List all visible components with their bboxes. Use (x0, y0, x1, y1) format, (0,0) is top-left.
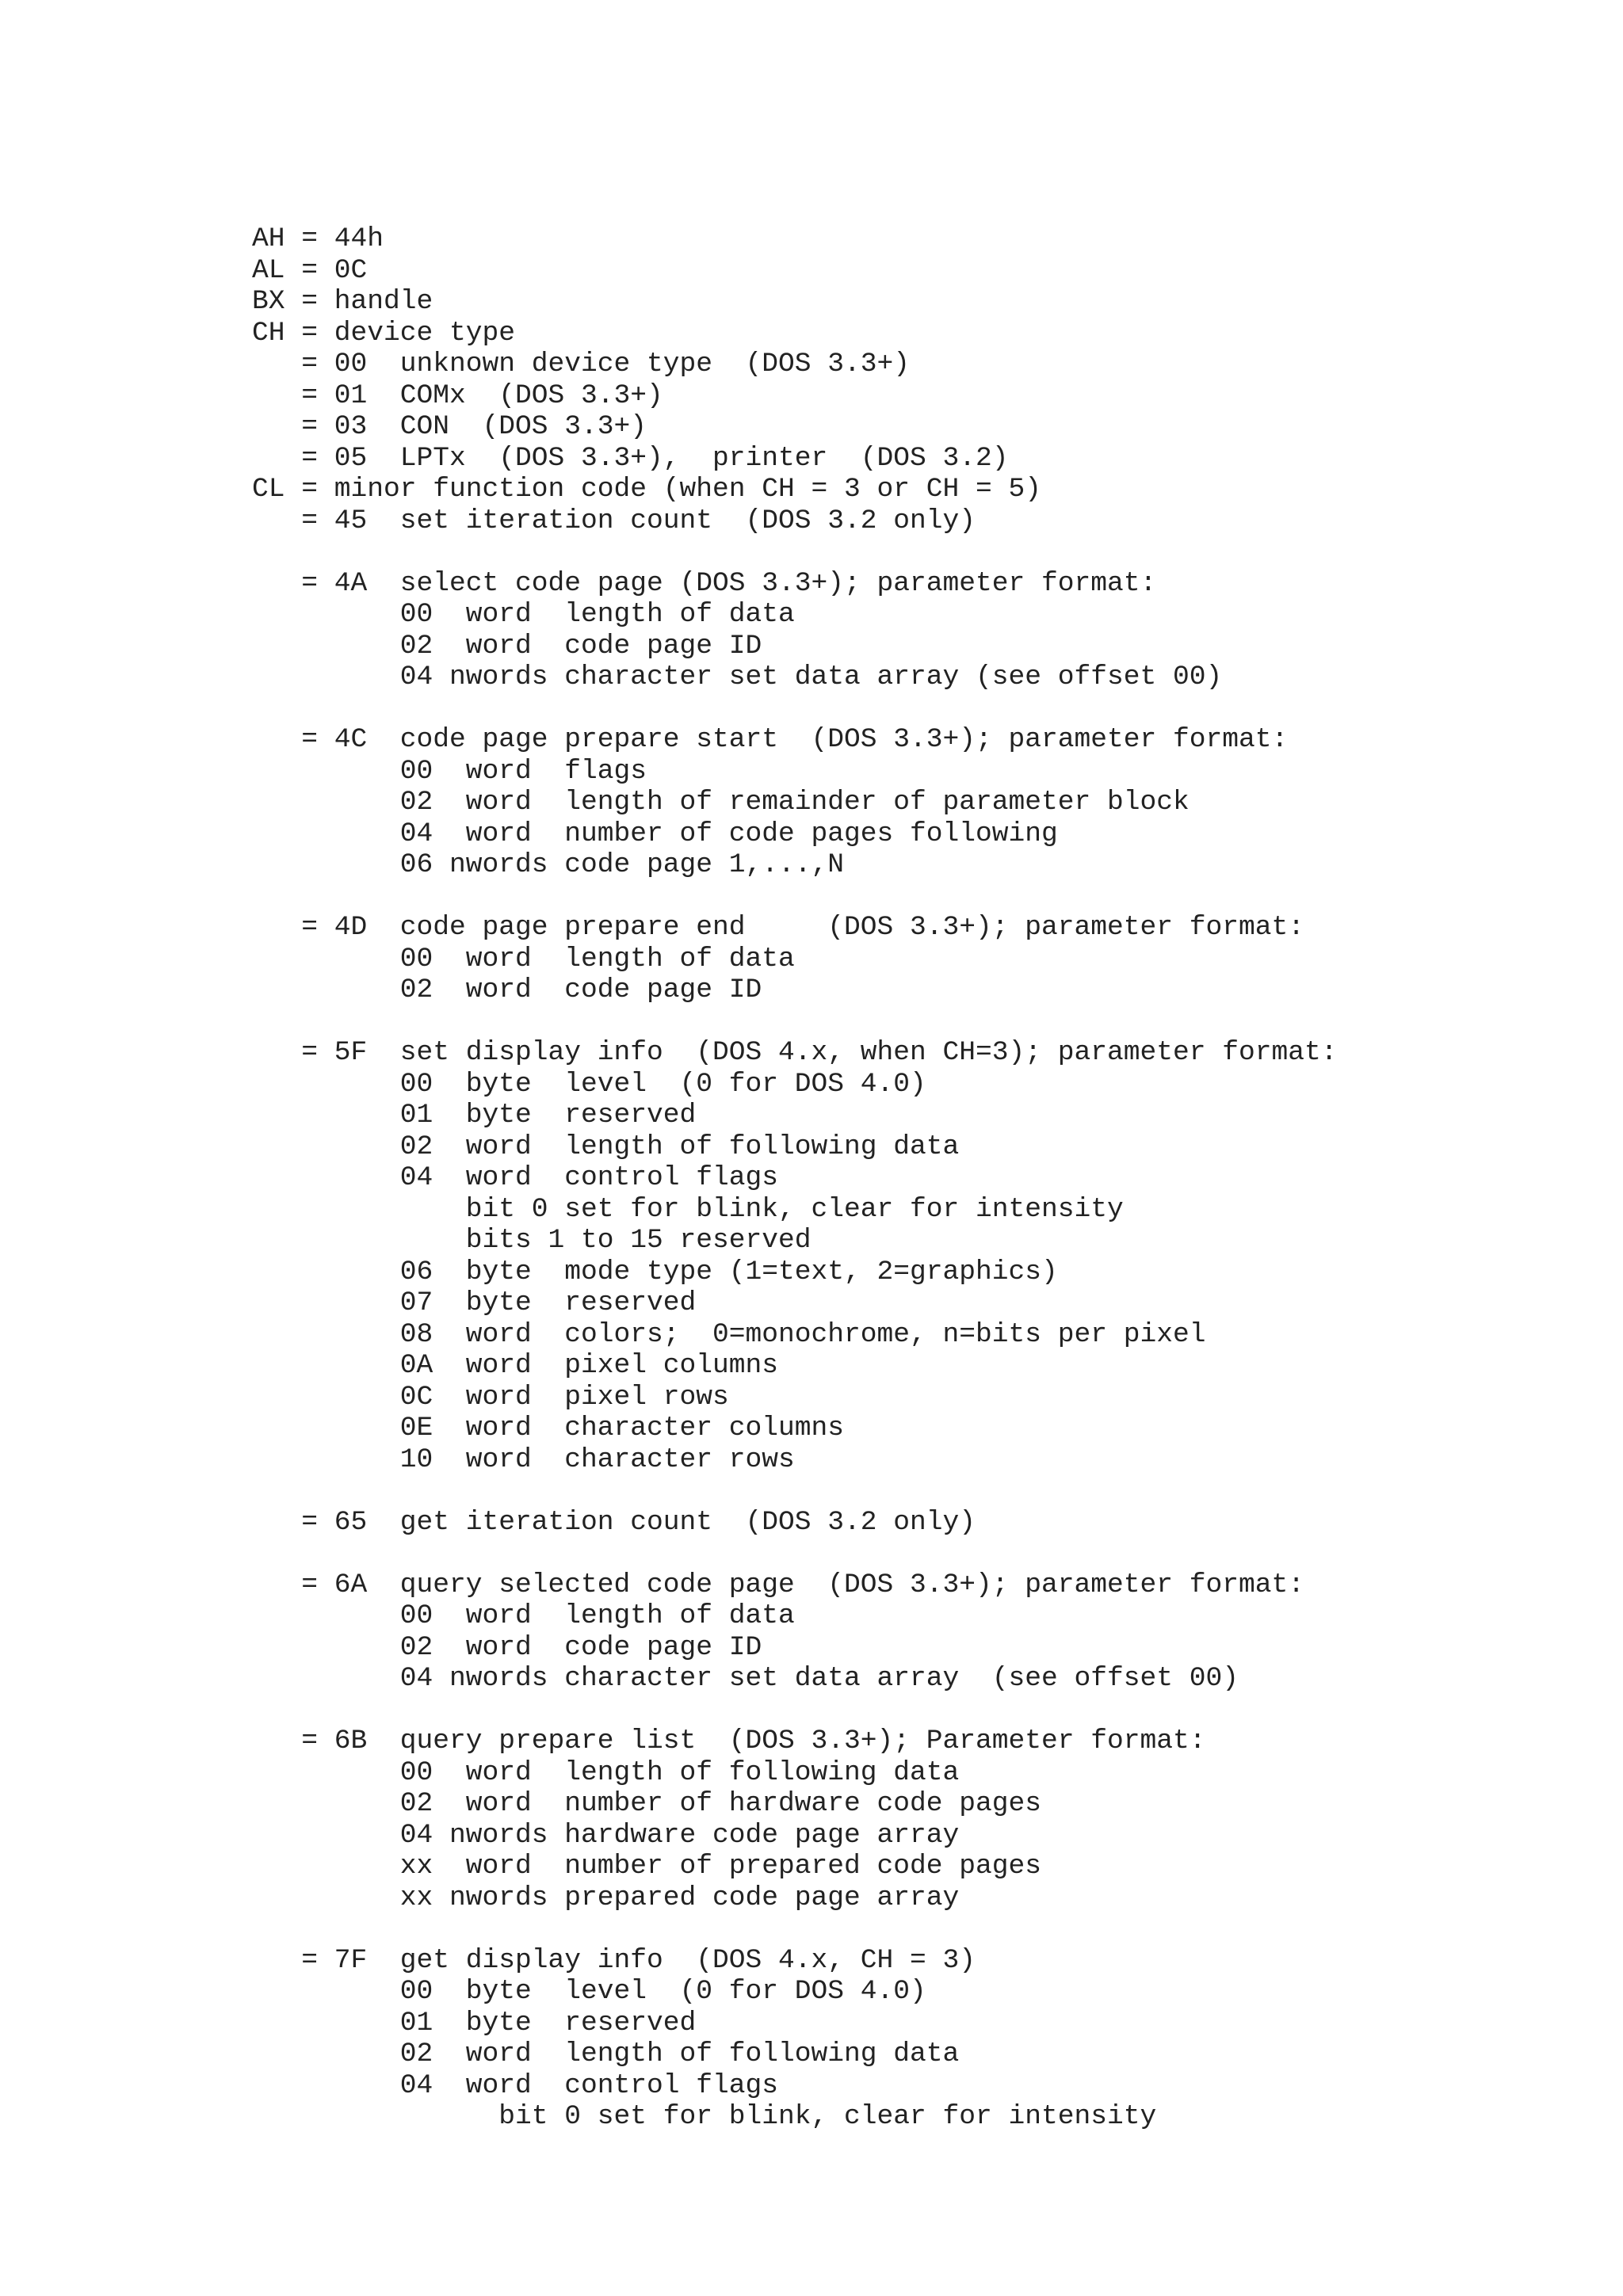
listing-line: 01 byte reserved (252, 1100, 697, 1131)
listing-line: = 45 set iteration count (DOS 3.2 only) (252, 505, 976, 536)
listing-line: 04 word number of code pages following (252, 818, 1058, 849)
listing-line: AL = 0C (252, 254, 368, 286)
listing-line: bit 0 set for blink, clear for intensity (252, 2101, 1157, 2132)
listing-line: 00 word length of data (252, 599, 795, 630)
listing-line: 01 byte reserved (252, 2007, 697, 2039)
listing-line: AH = 44h (252, 223, 384, 254)
listing-line: = 6B query prepare list (DOS 3.3+); Parameter format: (252, 1726, 1206, 1756)
listing-line: 0C word pixel rows (252, 1381, 729, 1413)
listing-line: 0A word pixel columns (252, 1350, 779, 1381)
listing-line: 02 word code page ID (252, 630, 762, 662)
listing-line: = 5F set display info (DOS 4.x, when CH=3); parameter format: (252, 1037, 1338, 1068)
listing-line: 04 word control flags (252, 1162, 779, 1193)
listing-line: 04 word control flags (252, 2069, 779, 2101)
listing-line: = 4C code page prepare start (DOS 3.3+); parameter format: (252, 724, 1289, 755)
listing-line: 02 word length of remainder of parameter block (252, 787, 1190, 818)
listing-line: 00 word flags (252, 755, 647, 787)
listing-line: = 4A select code page (DOS 3.3+); parameter format: (252, 567, 1157, 599)
listing-line: 00 word length of data (252, 943, 795, 974)
listing-line: 04 nwords character set data array (see offset 00) (252, 1663, 1239, 1694)
listing-line: 04 nwords character set data array (see offset 00) (252, 662, 1223, 692)
listing-line: BX = handle (252, 286, 433, 317)
listing-line: = 03 CON (DOS 3.3+) (252, 411, 647, 442)
listing-line: 04 nwords hardware code page array (252, 1819, 960, 1851)
listing-line: xx nwords prepared code page array (252, 1882, 960, 1913)
listing-line: 02 word length of following data (252, 2039, 960, 2069)
listing-line: = 7F get display info (DOS 4.x, CH = 3) (252, 1944, 976, 1976)
listing-line: xx word number of prepared code pages (252, 1851, 1042, 1882)
listing-line: 08 word colors; 0=monochrome, n=bits per pixel (252, 1318, 1206, 1350)
listing-line: CH = device type (252, 317, 516, 349)
listing-line: 0E word character columns (252, 1413, 845, 1444)
listing-line: CL = minor function code (when CH = 3 or CH = 5) (252, 474, 1042, 505)
listing-line: 10 word character rows (252, 1444, 795, 1475)
listing-line: 00 byte level (0 for DOS 4.0) (252, 1068, 926, 1100)
blank-line (252, 1538, 1338, 1569)
listing-line: = 00 unknown device type (DOS 3.3+) (252, 349, 911, 379)
listing-line: 00 word length of data (252, 1600, 795, 1631)
listing-line: 02 word code page ID (252, 974, 762, 1005)
blank-line (252, 1695, 1338, 1726)
blank-line (252, 881, 1338, 913)
listing-line: 06 nwords code page 1,...,N (252, 849, 845, 880)
listing-line: = 65 get iteration count (DOS 3.2 only) (252, 1506, 976, 1538)
listing-line: 02 word code page ID (252, 1631, 762, 1663)
listing-line: = 01 COMx (DOS 3.3+) (252, 379, 663, 411)
listing-line: = 05 LPTx (DOS 3.3+), printer (DOS 3.2) (252, 442, 1009, 474)
blank-line (252, 536, 1338, 568)
listing-line: bit 0 set for blink, clear for intensity (252, 1193, 1124, 1225)
listing-line: 02 word length of following data (252, 1131, 960, 1162)
listing-line: 02 word number of hardware code pages (252, 1788, 1042, 1819)
listing-line: = 6A query selected code page (DOS 3.3+); parameter format: (252, 1569, 1305, 1600)
register-listing (252, 223, 1338, 2133)
listing-line: 06 byte mode type (1=text, 2=graphics) (252, 1256, 1058, 1287)
listing-line: 00 byte level (0 for DOS 4.0) (252, 1976, 926, 2007)
listing-line: = 4D code page prepare end (DOS 3.3+); parameter format: (252, 912, 1305, 943)
listing-line: 00 word length of following data (252, 1756, 960, 1788)
blank-line (252, 1006, 1338, 1038)
blank-line (252, 1913, 1338, 1945)
blank-line (252, 1475, 1338, 1507)
listing-line: bits 1 to 15 reserved (252, 1225, 812, 1256)
listing-line: 07 byte reserved (252, 1287, 697, 1318)
blank-line (252, 693, 1338, 725)
